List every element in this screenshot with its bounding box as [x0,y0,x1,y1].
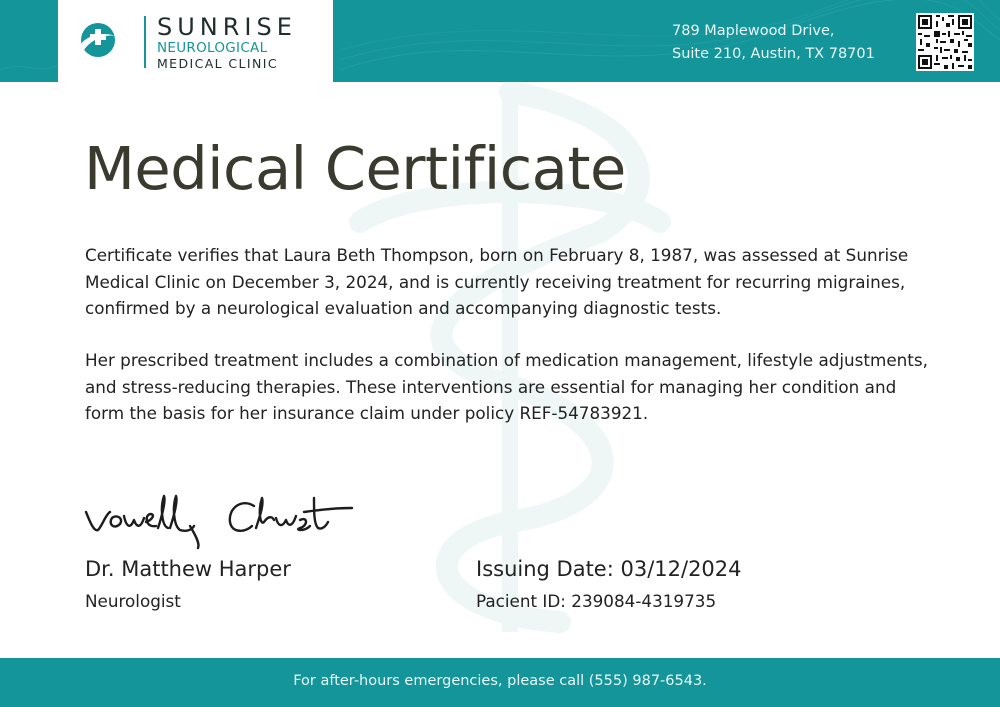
certificate-paragraph-1: Certificate verifies that Laura Beth Thompson, born on February 8, 1987, was assessed at Sunrise Medical Clinic on December 3, 2024, and is currently receiving treatment for recurring migraines, confirmed by a neurological evaluation and accompanying diagnostic tests. [85,245,909,318]
certificate-title: Medical Certificate [84,134,626,203]
patient-id: Pacient ID: 239084-4319735 [476,591,717,611]
logo-divider [144,16,146,68]
doctor-signature [82,486,362,556]
address-line-2: Suite 210, Austin, TX 78701 [672,46,875,62]
logo-line-sunrise: SUNRISE [157,13,297,41]
address-line-1: 789 Maplewood Drive, [672,23,835,39]
certificate-paragraph-2: Her prescribed treatment includes a combination of medication management, lifestyle adjustments, and stress-reducing therapies. These interventions are essential for managing her condition and form the basis for her insurance claim under policy REF-54783921. [85,350,928,423]
doctor-role: Neurologist [85,591,181,611]
clinic-address [672,20,875,66]
qr-code-icon [916,13,974,71]
clinic-logo [58,0,333,82]
issuing-date: Issuing Date: 03/12/2024 [476,557,742,581]
header-band [0,0,1000,82]
medical-cross-icon [78,20,118,60]
footer-band [0,658,1000,707]
logo-line-clinic: MEDICAL CLINIC [157,56,278,71]
logo-text [157,14,327,71]
logo-line-neurological: NEUROLOGICAL [157,40,268,56]
emergency-contact-text: For after-hours emergencies, please call (555) 987-6543. [293,673,707,689]
doctor-name: Dr. Matthew Harper [85,557,291,581]
